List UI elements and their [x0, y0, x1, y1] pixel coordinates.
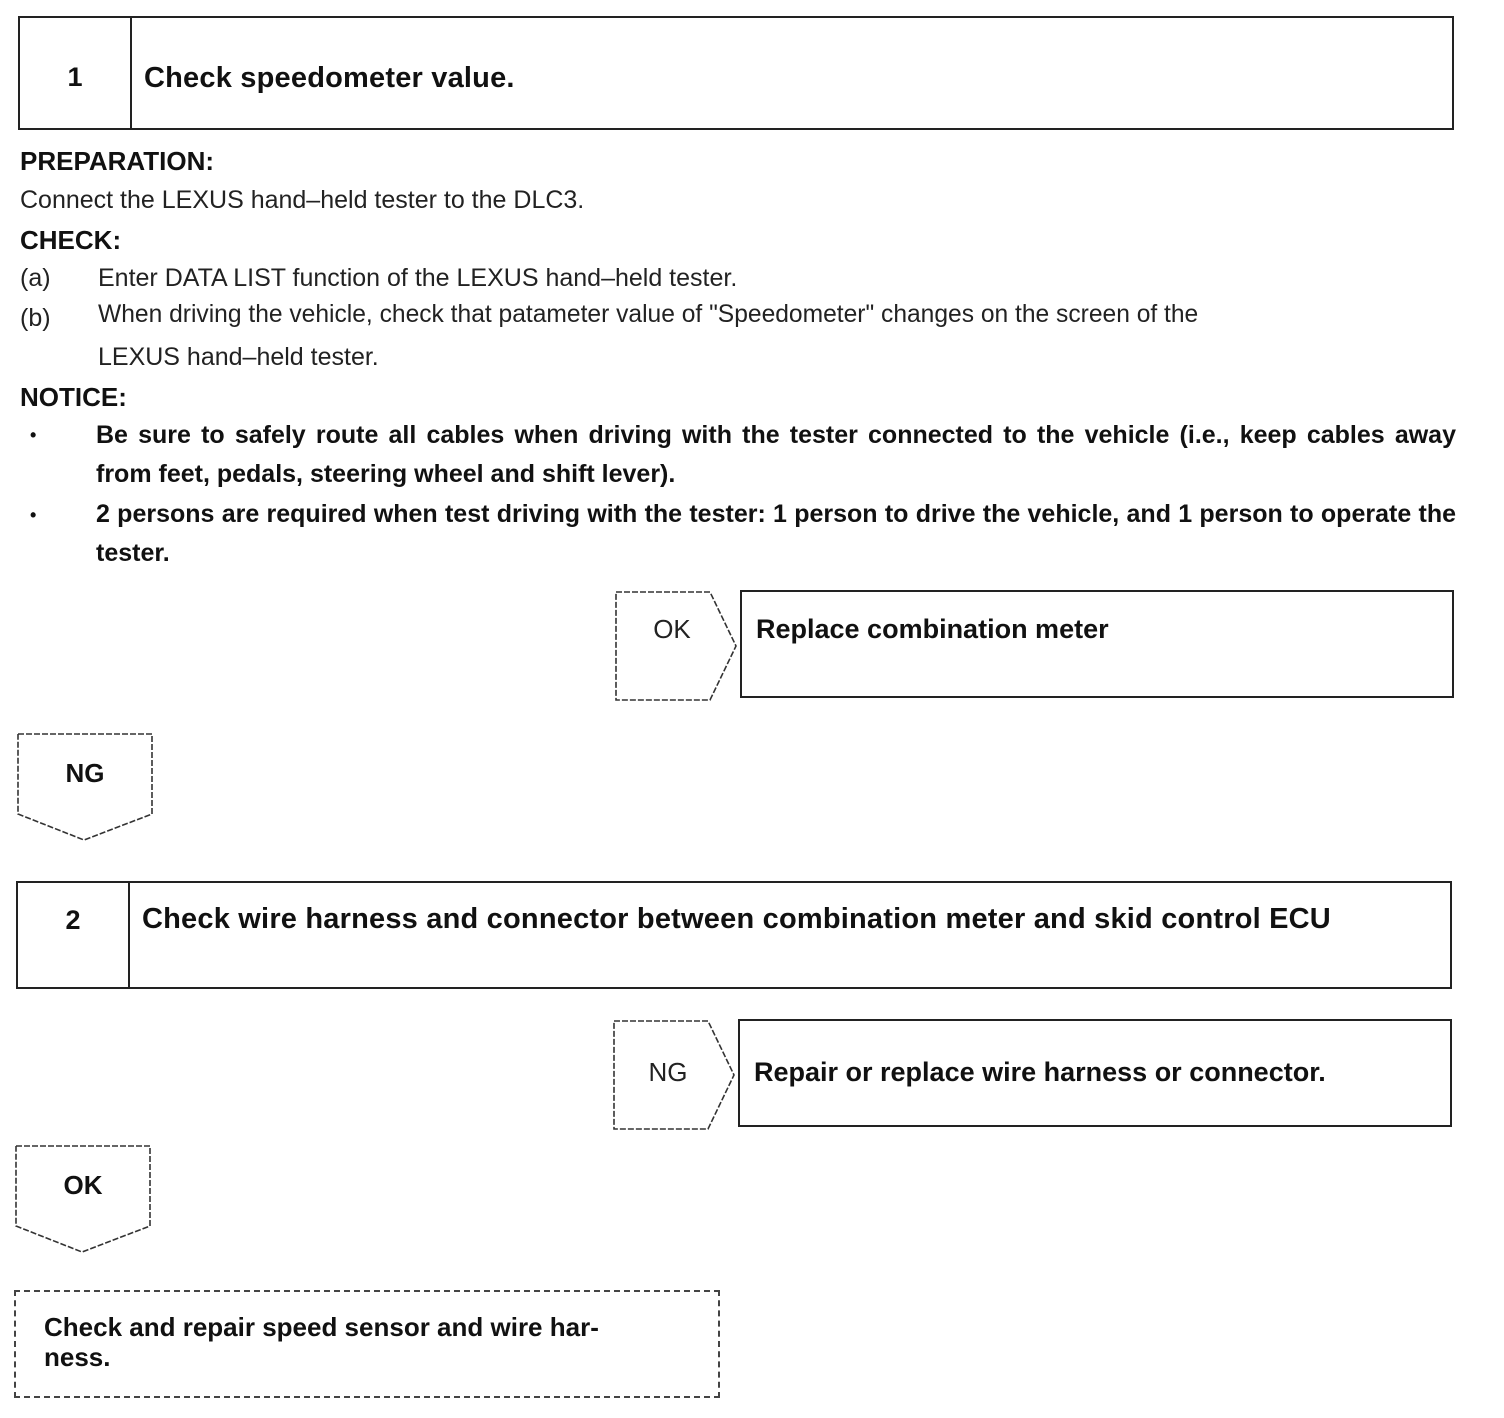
check-item-b-line1: When driving the vehicle, check that patameter value of "Speedometer" changes on the screen of the — [98, 301, 1199, 328]
check-item-a-text: Enter DATA LIST function of the LEXUS hand–held tester. — [98, 264, 738, 292]
ok-right-label: OK — [653, 614, 691, 644]
ok-down-arrow — [14, 1144, 152, 1256]
step-1-header — [18, 16, 1454, 130]
check-item-b-line2: LEXUS hand–held tester. — [98, 343, 379, 371]
notice-item-2: 2 persons are required when test driving with the tester: 1 person to drive the vehicle, and 1 person to operate the tester. — [96, 500, 1456, 567]
ng-down-label: NG — [65, 758, 105, 788]
ng-right-arrow — [612, 1019, 736, 1131]
replace-combination-meter-text: Replace combination meter — [756, 614, 1109, 644]
step-2-title: Check wire harness and connector between combination meter and skid control ECU — [142, 903, 1331, 935]
ng-down-arrow — [16, 732, 154, 844]
notice-bullet-2: • — [30, 505, 37, 525]
notice-heading: NOTICE: — [20, 382, 127, 412]
ok-down-label: OK — [63, 1170, 103, 1200]
step-1-number: 1 — [20, 18, 132, 128]
check-item-a-marker: (a) — [20, 264, 51, 292]
ng-right-label: NG — [648, 1057, 688, 1087]
right-arrow-shape-icon — [614, 590, 738, 702]
check-item-b-marker: (b) — [20, 304, 51, 332]
preparation-text: Connect the LEXUS hand–held tester to the DLC3. — [20, 186, 585, 214]
preparation-heading: PREPARATION: — [20, 146, 215, 176]
step-2-number: 2 — [18, 883, 130, 987]
notice-bullet-1: • — [30, 425, 37, 445]
final-result-box — [14, 1290, 720, 1398]
ok-right-arrow — [614, 590, 738, 702]
final-result-line-1: Check and repair speed sensor and wire har- — [44, 1312, 599, 1342]
repair-wire-harness-text: Repair or replace wire harness or connector. — [754, 1057, 1326, 1087]
notice-item-1: Be sure to safely route all cables when driving with the tester connected to the vehicle (i.e., keep cables away from feet, pedals, steering wheel and shift lever). — [96, 421, 1456, 488]
step-2-header — [16, 881, 1452, 989]
repair-wire-harness-box — [738, 1019, 1452, 1127]
check-heading: CHECK: — [20, 225, 122, 255]
step-1-title: Check speedometer value. — [144, 62, 515, 94]
final-result-line-2: ness. — [44, 1342, 111, 1372]
replace-combination-meter-box — [740, 590, 1454, 698]
